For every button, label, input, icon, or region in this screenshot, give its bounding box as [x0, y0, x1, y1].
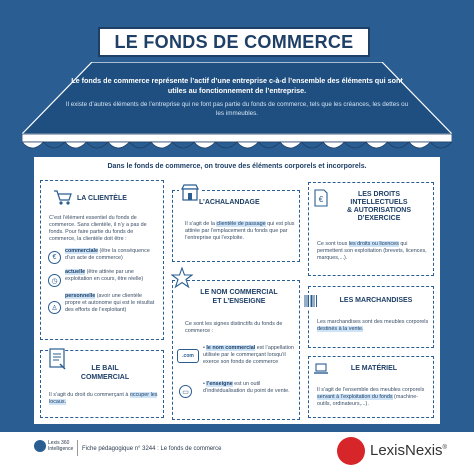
barcode-icon: [303, 293, 319, 309]
materiel-title: LE MATÉRIEL: [350, 365, 398, 372]
marchandises-title: LES MARCHANDISES: [339, 297, 413, 304]
title-box: [98, 27, 370, 57]
store-subtitle: Dans le fonds de commerce, on trouve des éléments corporels et incorporels.: [107, 163, 367, 170]
lexisnexis-logo: LexisNexis®: [370, 442, 447, 459]
card-materiel: [308, 356, 434, 418]
droits-title-3: & AUTORISATIONS: [346, 207, 412, 214]
bail-text: Il s’agit du droit du commerçant à occuper les locaux.: [49, 392, 158, 405]
euro-icon: €: [48, 251, 61, 264]
clientele-title: LA CLIENTÈLE: [77, 195, 127, 202]
card-achalandage: [172, 190, 300, 262]
droits-title-4: D’EXERCICE: [357, 215, 401, 222]
nom-title-1: LE NOM COMMERCIAL: [200, 289, 278, 296]
lexis360-logo-icon: [34, 440, 46, 452]
bail-title-1: LE BAIL: [91, 365, 119, 372]
clientele-bullet-2: actuelle (être attirée par une exploitation en cours, être réelle): [65, 269, 144, 282]
star-badge-icon: [171, 267, 193, 289]
intro-secondary: Il existe d’autres éléments de l’entreprise qui ne font pas partie du fonds de commerce, tels que les créances, les dettes ou les immeubles.: [65, 101, 409, 117]
lexisnexis-logo-icon: [337, 437, 365, 465]
marchandises-text: Les marchandises sont des meubles corporels destinés à la vente.: [317, 319, 429, 332]
achalandage-text: Il s’agit de la clientèle de passage qui est plus attirée par l’emplacement du fonds que par l’entreprise qui l’exploite.: [185, 221, 295, 241]
lexis360-brand: Lexis 360 Intelligence: [48, 440, 74, 452]
card-droits: [308, 182, 434, 276]
nom-title-2: ET L’ENSEIGNE: [212, 298, 266, 305]
droits-title-1: LES DROITS: [357, 191, 400, 198]
clientele-bullet-1: commerciale (être la conséquence d’un acte de commerce): [65, 248, 150, 261]
awning-scallops: [22, 134, 452, 148]
page-title: LE FONDS DE COMMERCE: [114, 31, 354, 52]
clientele-bullet-3: personnelle (avoir une clientèle propre et autonome qui est le résultat des efforts de l’exploitant): [65, 293, 155, 313]
droits-title-2: INTELLECTUELS: [350, 199, 408, 206]
nom-bullet-1: • le nom commercial est l’appellation utilisée par le commerçant lorsqu’il exerce son fonds de commerce: [203, 345, 294, 365]
achalandage-title: L’ACHALANDAGE: [199, 199, 260, 206]
euro-document-icon: [313, 189, 329, 207]
signboard-icon: ▭: [179, 385, 192, 398]
svg-text:€: €: [318, 195, 324, 204]
bail-title-2: COMMERCIAL: [80, 374, 130, 381]
materiel-text: Il s’agit de l’ensemble des meubles corporels servant à l’exploitation du fonds (machine-outils, ordinateurs,...).: [317, 387, 425, 407]
footer-fiche-text: Fiche pédagogique n° 3244 : Le fonds de commerce: [82, 446, 222, 452]
laptop-icon: [313, 361, 329, 377]
card-bail: [40, 350, 164, 418]
storefront-icon: [179, 181, 201, 203]
shopping-cart-icon: [53, 189, 73, 207]
dot-com-icon: .com: [177, 349, 199, 363]
card-clientele: [40, 180, 164, 340]
intro-main: Le fonds de commerce représente l’actif d’une entreprise c-à-d l’ensemble des éléments qui sont utiles au fonctionnement de l’entreprise.: [71, 76, 403, 95]
person-icon: ♙: [48, 301, 61, 314]
clock-icon: ◷: [48, 274, 61, 287]
droits-text: Ce sont tous les droits ou licences qui permettent son exploitation (brevets, licences, marques,...).: [317, 241, 427, 261]
nom-intro: Ce sont les signes distinctifs du fonds de commerce :: [185, 321, 283, 334]
card-nom-commercial: [172, 280, 300, 420]
footer-divider: [77, 440, 78, 456]
nom-bullet-2: • l’enseigne est un outil d’individualisation du point de vente.: [203, 381, 290, 394]
card-marchandises: [308, 286, 434, 348]
clientele-intro: C’est l’élément essentiel du fonds de commerce. Sans clientèle, il n’y a pas de fonds. Pour faire partie du fonds de commerce, la clientèle doit être :: [49, 215, 147, 242]
